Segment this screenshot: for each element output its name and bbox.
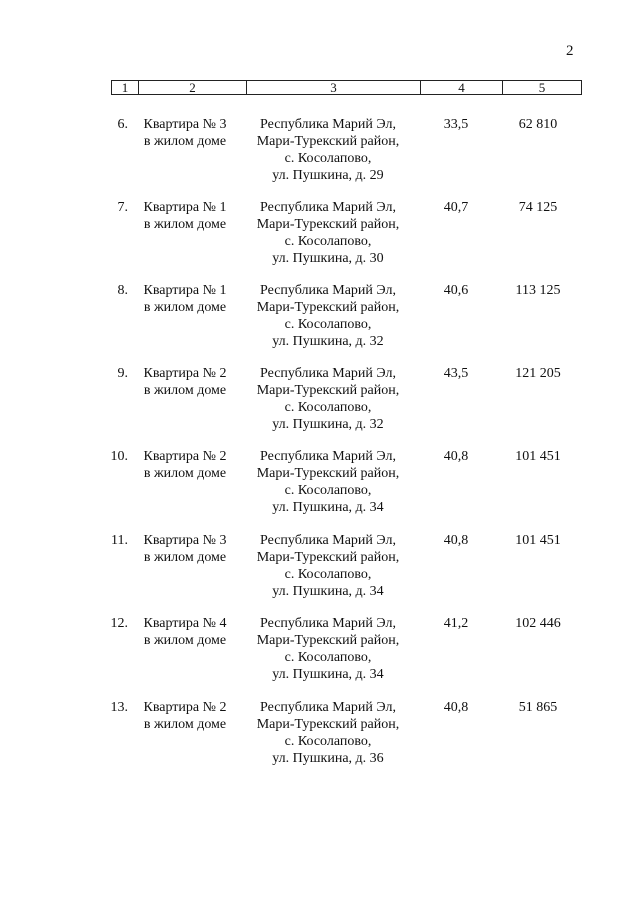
object-address: Республика Марий Эл, Мари-Турекский район, с. Косолапово, ул. Пушкина, д. 34 <box>256 616 400 682</box>
table-row <box>0 699 640 779</box>
object-address: Республика Марий Эл, Мари-Турекский район, с. Косолапово, ул. Пушкина, д. 29 <box>256 117 400 183</box>
row-number: 12. <box>110 616 128 631</box>
object-name: Квартира № 2 в жилом доме <box>143 366 227 398</box>
table-row <box>0 448 640 528</box>
object-value: 121 205 <box>515 366 561 381</box>
table-row <box>0 532 640 612</box>
object-area: 41,2 <box>443 616 469 631</box>
row-number: 8. <box>117 283 128 298</box>
object-name: Квартира № 3 в жилом доме <box>143 117 227 149</box>
column-header-row <box>112 81 582 95</box>
object-name: Квартира № 2 в жилом доме <box>143 700 227 732</box>
object-value: 62 810 <box>518 117 558 132</box>
column-header-4: 4 <box>421 81 503 95</box>
column-header-table <box>111 80 582 95</box>
object-value: 113 125 <box>515 283 561 298</box>
object-name: Квартира № 4 в жилом доме <box>143 616 227 648</box>
object-value: 102 446 <box>515 616 561 631</box>
table-row <box>0 116 640 196</box>
row-number: 9. <box>117 366 128 381</box>
object-value: 51 865 <box>518 700 558 715</box>
table-row <box>0 615 640 695</box>
object-address: Республика Марий Эл, Мари-Турекский район, с. Косолапово, ул. Пушкина, д. 32 <box>256 283 400 349</box>
table-row <box>0 282 640 362</box>
row-number: 10. <box>110 449 128 464</box>
row-number: 6. <box>117 117 128 132</box>
object-address: Республика Марий Эл, Мари-Турекский район, с. Косолапово, ул. Пушкина, д. 34 <box>256 533 400 599</box>
column-header-2: 2 <box>139 81 247 95</box>
object-address: Республика Марий Эл, Мари-Турекский район, с. Косолапово, ул. Пушкина, д. 30 <box>256 200 400 266</box>
object-value: 101 451 <box>515 449 561 464</box>
object-area: 43,5 <box>443 366 469 381</box>
table-row <box>0 199 640 279</box>
object-area: 40,7 <box>443 200 469 215</box>
object-value: 74 125 <box>518 200 558 215</box>
row-number: 13. <box>110 700 128 715</box>
object-address: Республика Марий Эл, Мари-Турекский район, с. Косолапово, ул. Пушкина, д. 36 <box>256 700 400 766</box>
object-name: Квартира № 1 в жилом доме <box>143 283 227 315</box>
table-row <box>0 365 640 445</box>
object-area: 40,8 <box>443 700 469 715</box>
object-name: Квартира № 1 в жилом доме <box>143 200 227 232</box>
page-number: 2 <box>566 43 574 59</box>
object-area: 33,5 <box>443 117 469 132</box>
object-name: Квартира № 2 в жилом доме <box>143 449 227 481</box>
object-value: 101 451 <box>515 533 561 548</box>
column-header-1: 1 <box>112 81 139 95</box>
object-area: 40,8 <box>443 449 469 464</box>
row-number: 11. <box>111 533 128 548</box>
object-address: Республика Марий Эл, Мари-Турекский район, с. Косолапово, ул. Пушкина, д. 34 <box>256 449 400 515</box>
column-header-5: 5 <box>503 81 582 95</box>
object-area: 40,8 <box>443 533 469 548</box>
object-area: 40,6 <box>443 283 469 298</box>
object-name: Квартира № 3 в жилом доме <box>143 533 227 565</box>
column-header-3: 3 <box>247 81 421 95</box>
object-address: Республика Марий Эл, Мари-Турекский район, с. Косолапово, ул. Пушкина, д. 32 <box>256 366 400 432</box>
row-number: 7. <box>117 200 128 215</box>
